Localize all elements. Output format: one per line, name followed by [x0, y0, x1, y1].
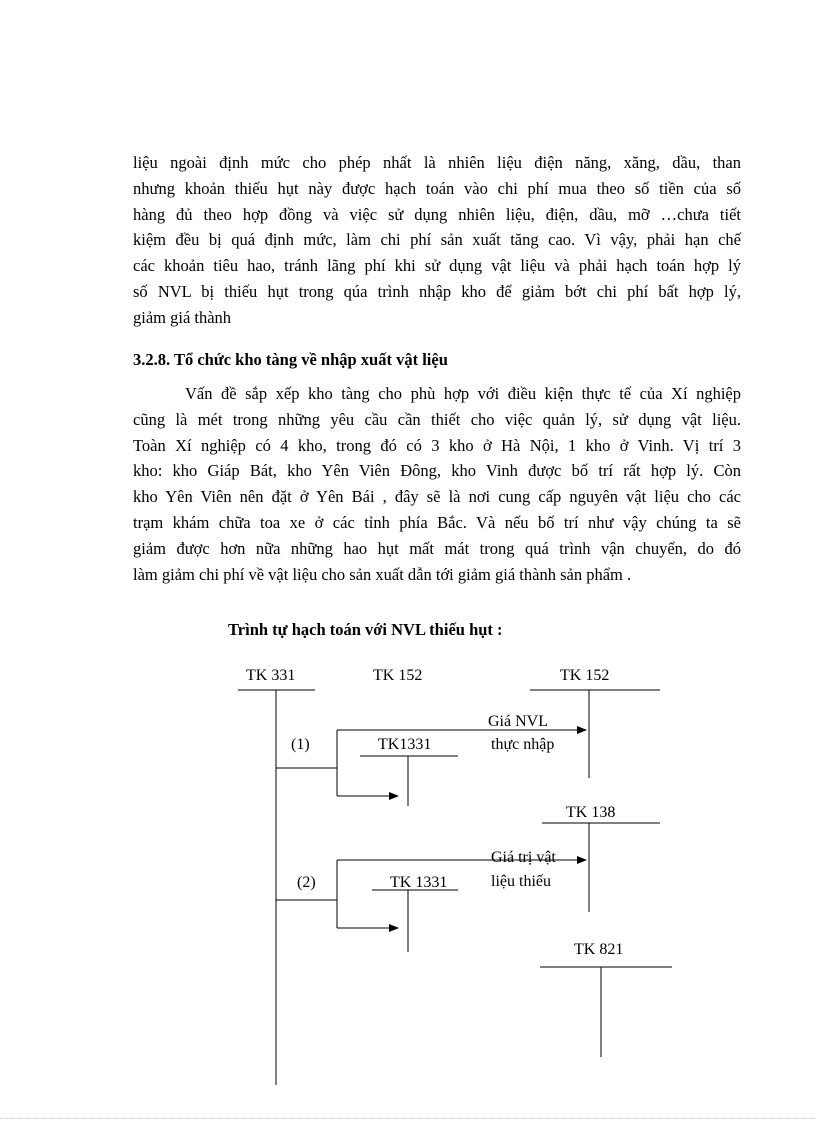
- tk152-right-label: TK 152: [560, 667, 610, 684]
- text-line: liệu ngoài định mức cho phép nhất là nhiên liệu điện năng, xăng, dầu, than: [133, 153, 741, 172]
- tk1331-a-label: TK1331: [378, 736, 432, 753]
- text-line: kho Yên Viên nên đặt ở Yên Bái , đây sẽ là nơi cung cấp nguyên vật liệu cho các: [133, 487, 741, 507]
- tk1331-b-label: TK 1331: [390, 874, 448, 891]
- step1-label: (1): [291, 736, 310, 753]
- text-line: cũng là mét trong những yêu cầu cần thiết cho việc quản lý, sử dụng vật liệu.: [133, 409, 741, 429]
- text-line: trạm khám chữa toa xe ở các tỉnh phía Bắc. Và nếu bố trí như vậy chúng ta sẽ: [133, 512, 741, 532]
- lieu-thieu-label: liệu thiếu: [491, 873, 551, 890]
- step2-label: (2): [297, 874, 316, 891]
- text-line: giảm giá thành: [133, 307, 232, 327]
- diagram-title: Trình tự hạch toán với NVL thiếu hụt :: [228, 620, 503, 639]
- section-heading: 3.2.8. Tổ chức kho tàng về nhập xuất vật liệu: [133, 350, 448, 369]
- text-line: số NVL bị thiếu hụt trong qúa trình nhập kho để giảm bớt chi phí bất hợp lý,: [133, 281, 741, 301]
- text-line: giảm được hơn nữa những hao hụt mất mát trong quá trình vận chuyển, do đó: [133, 538, 741, 558]
- text-line: làm giảm chi phí về vật liệu cho sản xuất dẫn tới giảm giá thành sản phẩm .: [133, 564, 632, 584]
- gia-nvl-label: Giá NVL: [488, 713, 548, 730]
- text-line: Vấn đề sắp xếp kho tàng cho phù hợp với điều kiện thực tế của Xí nghiệp: [185, 384, 741, 403]
- thuc-nhap-label: thực nhập: [491, 736, 555, 753]
- text-line: các khoản tiêu hao, tránh lãng phí khi sử dụng vật liệu và phải hạch toán hợp lý: [133, 256, 741, 276]
- text-line: kiệm đều bị quá định mức, làm chi phí sản xuất tăng cao. Vì vậy, phải hạn chế: [133, 230, 741, 250]
- tk331-label: TK 331: [246, 667, 296, 684]
- text-line: Toàn Xí nghiệp có 4 kho, trong đó có 3 kho ở Hà Nội, 1 kho ở Vinh. Vị trí 3: [133, 435, 741, 455]
- tk138-label: TK 138: [566, 804, 616, 821]
- page-bottom-divider: [0, 1118, 816, 1119]
- text-line: hàng đủ theo hợp đồng và việc sử dụng nhiên liệu, điện, dầu, mỡ …chưa tiết: [133, 204, 741, 224]
- tk821-label: TK 821: [574, 941, 624, 958]
- gia-tri-vat-label: Giá trị vật: [491, 849, 556, 866]
- tk152-left-label: TK 152: [373, 667, 423, 684]
- text-line: nhưng khoản thiếu hụt này được hạch toán vào chi phí mua theo số tiền của số: [133, 178, 741, 198]
- text-line: kho: kho Giáp Bát, kho Yên Viên Đông, kho Vinh được bố trí rất hợp lý. Còn: [133, 461, 741, 481]
